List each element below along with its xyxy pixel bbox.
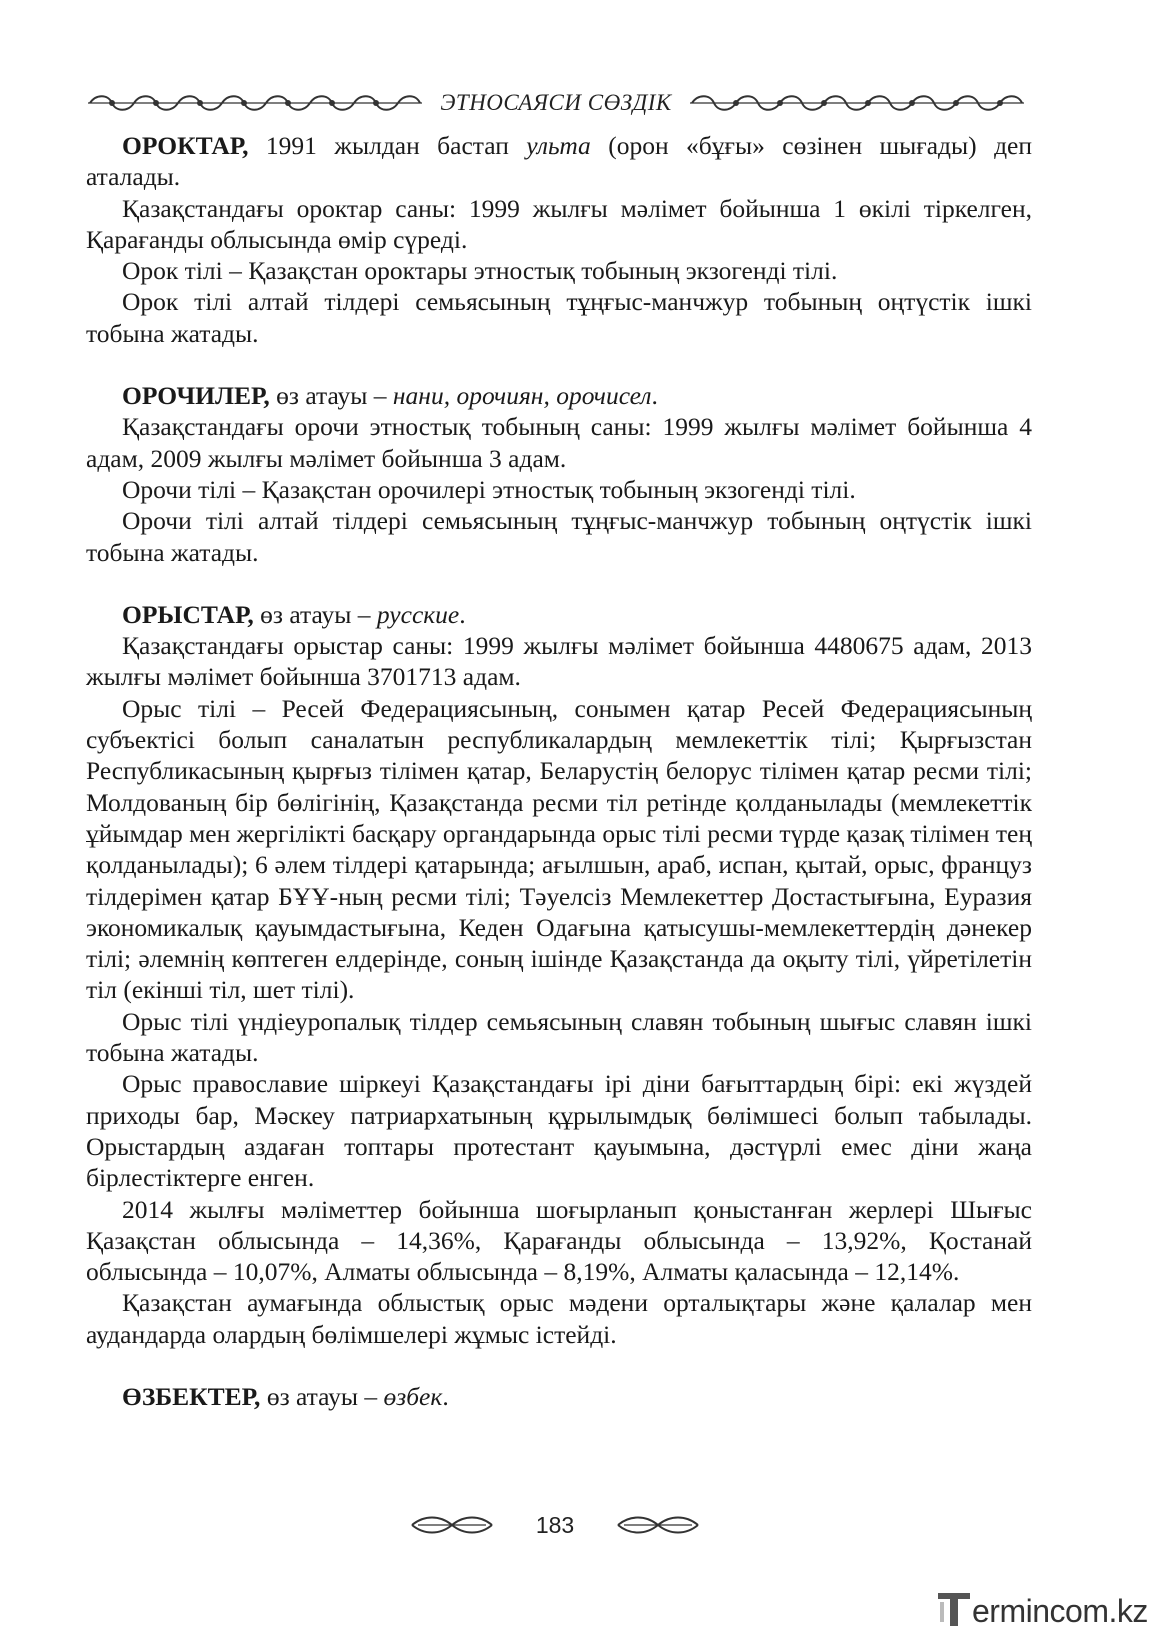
entry-term: ОРОКТАР, [122,131,249,160]
paragraph: 2014 жылғы мәліметтер бойынша шоғырланып қоныстанған жерлері Шығыс Қазақстан облысында – 14,36%, Қарағанды облысында – 13,92%, Қостанай облысында – 10,07%, Алматы облысында – 8,19%, Алматы қаласында – 12,14%. [86,1194,1032,1287]
entry-oroktar-heading [86,130,1032,193]
paragraph: Орочи тілі алтай тілдері семьясының тұңғыс-манчжур тобының оңтүстік ішкі тобына жатады. [86,506,1032,567]
entry-text: . [651,381,658,411]
entry-text: өз атауы – [269,381,393,411]
paragraph: Орок тілі – Қазақстан ороктары этностық тобының экзогенді тілі. [122,256,838,286]
entry-text: . [442,1381,449,1411]
entry-text: 1991 жылдан бастап [248,131,527,160]
entry-native-name: өзбек [383,1381,443,1411]
ornament-right-icon [688,92,1026,114]
entry-orystar-heading [86,599,1032,630]
termincom-logo-icon [936,1590,972,1628]
paragraph: Орок тілі алтай тілдері семьясының тұңғыс-манчжур тобының оңтүстік ішкі тобына жатады. [86,287,1032,348]
page-body [86,130,1032,1412]
paragraph: Орыс православие шіркеуі Қазақстандағы ірі діни бағыттардың бірі: екі жүздей приходы бар, Мәскеу патриархатының құрылымдық бөлімшесі болып табылады. Орыстардың аздаған топтары протестант қауымына, дәстүрлі емес діни жаңа бірлестіктерге енген. [86,1069,1032,1193]
running-header [86,86,1026,120]
header-title: ЭТНОСАЯСИ СӨЗДІК [440,90,672,115]
entry-text: өз атауы – [260,1381,384,1411]
flourish-right-icon [616,1513,700,1537]
paragraph: Қазақстан аумағында облыстық орыс мәдени орталықтары және қалалар мен аудандарда олардың бөлімшелері жұмыс істейді. [86,1288,1032,1349]
entry-native-name: русские [376,599,460,629]
page-number: 183 [535,1511,575,1538]
entry-orochiler-heading [86,380,1032,411]
entry-native-name: ульта [526,131,591,160]
entry-text: (орон «бұғы» сөзінен шығады) деп аталады. [86,131,1033,192]
paragraph: Орыс тілі үндіеуропалық тілдер семьясының славян тобының шығыс славян ішкі тобына жатады. [86,1006,1032,1068]
paragraph: Қазақстандағы ороктар саны: 1999 жылғы мәлімет бойынша 1 өкілі тіркелген, Қарағанды облысында өмір сүреді. [86,193,1032,254]
page-footer [410,1508,700,1542]
entry-term: ОРЫСТАР, [122,599,254,629]
watermark [936,1588,1148,1628]
entry-term: ОРОЧИЛЕР, [122,381,270,411]
paragraph: Орочи тілі – Қазақстан орочилері этностық тобының экзогенді тілі. [122,474,856,504]
entry-term: ӨЗБЕКТЕР, [122,1381,261,1411]
entry-text: өз атауы – [253,599,377,629]
watermark-text: ermincom.kz [972,1593,1148,1629]
entry-native-name: нани, орочиян, орочисел [392,381,652,411]
paragraph: Қазақстандағы орыстар саны: 1999 жылғы мәлімет бойынша 4480675 адам, 2013 жылғы мәлімет бойынша 3701713 адам. [86,631,1032,692]
flourish-left-icon [410,1513,494,1537]
ornament-left-icon [86,92,424,114]
paragraph: Орыс тілі – Ресей Федерациясының, сонымен қатар Ресей Федерациясының субъектісі болып саналатын республикалардың мемлекеттік тілі; Қырғызстан Республикасының қырғыз тілімен қатар, Беларустің белорус тілімен қатар ресми тілі; Молдованың бір бөлігінің, Қазақстанда ресми тіл ретінде қолданылады (мемлекеттік ұйымдар мен жергілікті басқару органдарында орыс тілі ресми түрде қазақ тілімен тең қолданылады); 6 әлем тілдері қатарында; ағылшын, араб, испан, қытай, орыс, француз тілдерімен қатар БҰҰ-ның ресми тілі; Тәуелсіз Мемлекеттер Достастығына, Еуразия экономикалық қауымдастығына, Кеден Одағына қатысушы-мемлекеттердің дәнекер тілі; әлемнің көптеген елдерінде, соның ішінде Қазақстанда да оқыту тілі, үйретілетін тіл (екінші тіл, шет тілі). [86,693,1032,1005]
entry-ozbekter-heading [86,1381,1032,1412]
entry-text: . [459,599,466,629]
paragraph: Қазақстандағы орочи этностық тобының саны: 1999 жылғы мәлімет бойынша 4 адам, 2009 жылғы мәлімет бойынша 3 адам. [86,412,1032,473]
